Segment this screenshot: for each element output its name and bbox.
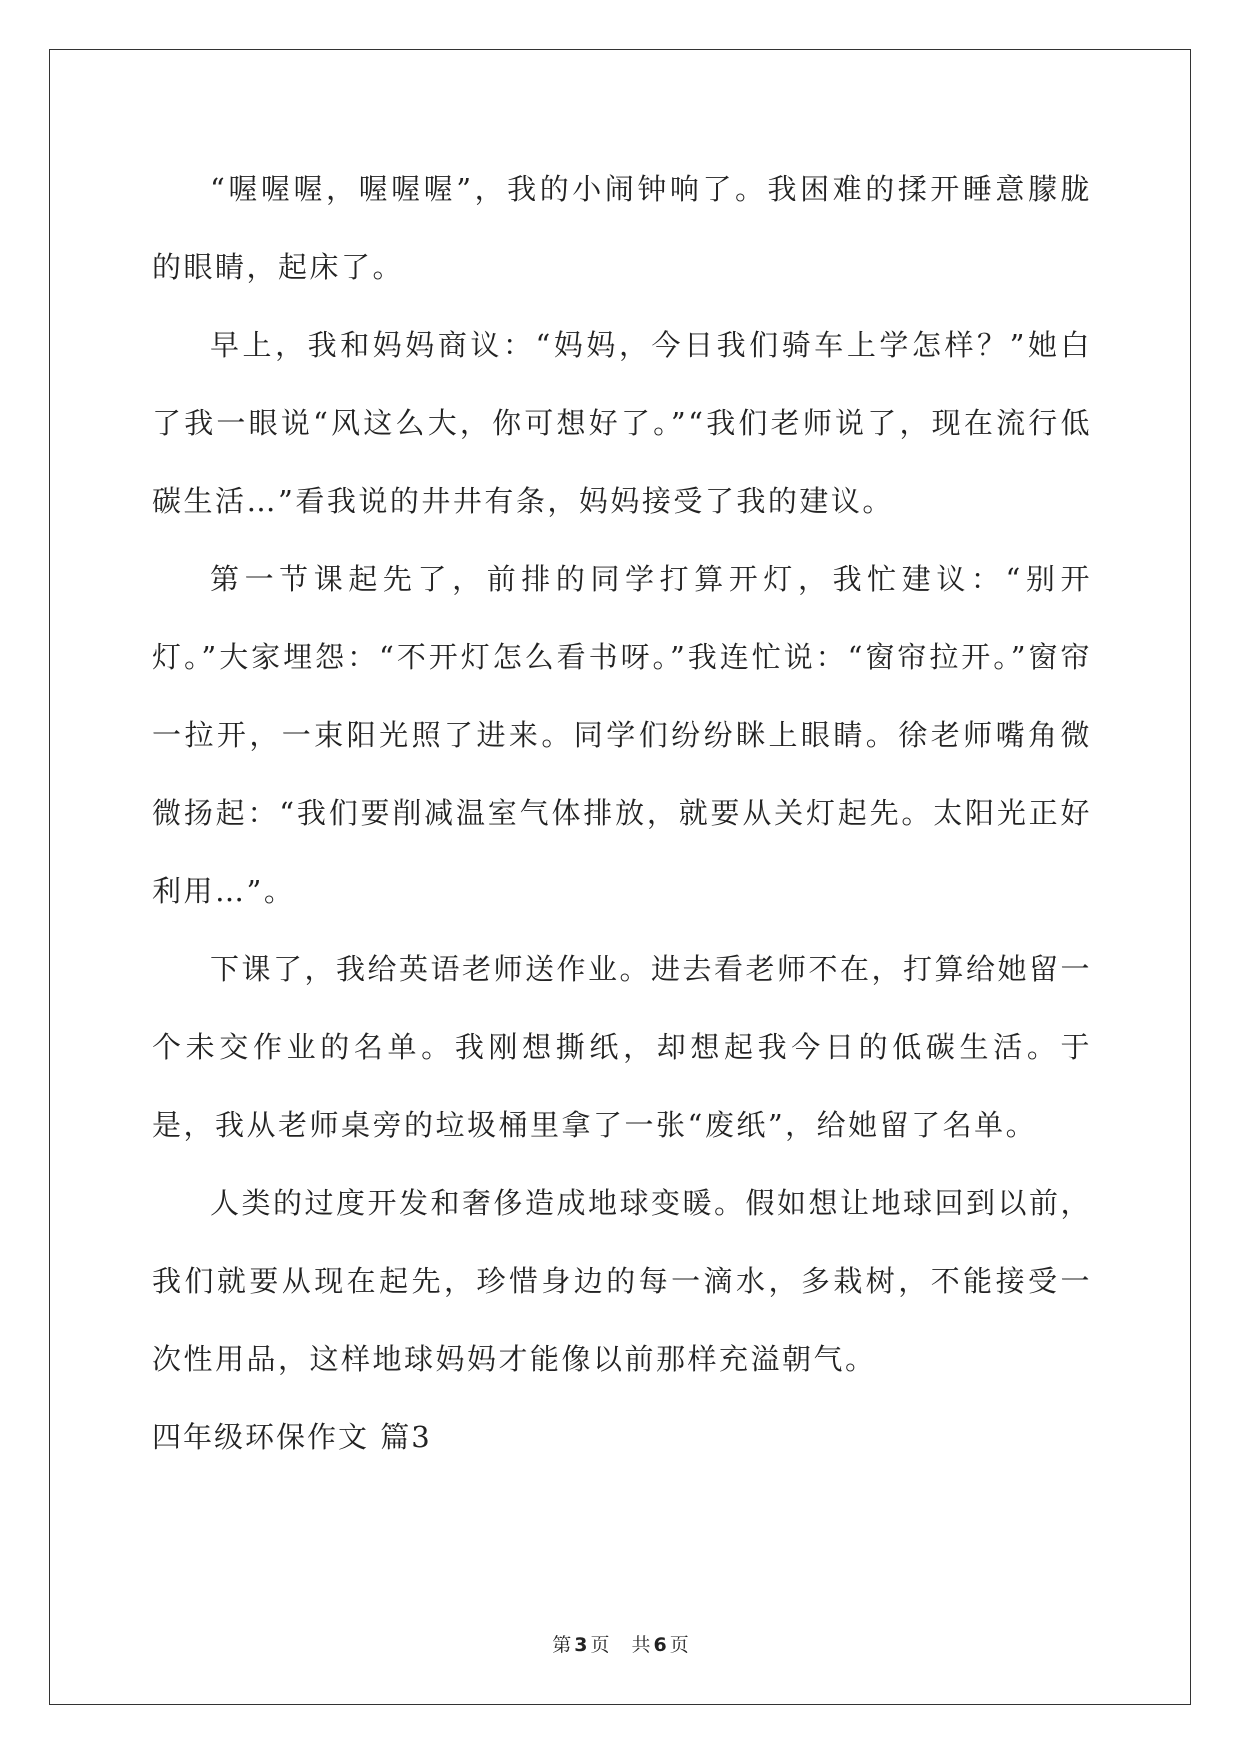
total-prefix: 共: [631, 1634, 651, 1656]
document-body: [152, 150, 1092, 1476]
paragraph-1: “喔喔喔，喔喔喔”，我的小闹钟响了。我困难的揉开睡意朦胧的眼睛，起床了。: [152, 172, 1092, 284]
page-footer: [0, 1630, 1241, 1657]
paragraph-4: 下课了，我给英语老师送作业。进去看老师不在，打算给她留一个未交作业的名单。我刚想撕纸，却想起我今日的低碳生活。于是，我从老师桌旁的垃圾桶里拿了一张“废纸”，给她留了名单。: [152, 952, 1093, 1142]
page-prefix: 第: [552, 1634, 572, 1656]
total-suffix: 页: [669, 1634, 689, 1656]
section-heading: 四年级环保作文 篇3: [152, 1420, 432, 1454]
page-current: 3: [574, 1634, 588, 1656]
page-suffix: 页: [590, 1634, 610, 1656]
paragraph-3: 第一节课起先了，前排的同学打算开灯，我忙建议：“别开灯。”大家埋怨：“不开灯怎么看书呀。”我连忙说：“窗帘拉开。”窗帘一拉开，一束阳光照了进来。同学们纷纷眯上眼睛。徐老师嘴角微微扬起：“我们要削减温室气体排放，就要从关灯起先。太阳光正好利用…”。: [152, 562, 1092, 908]
paragraph-2: 早上，我和妈妈商议：“妈妈，今日我们骑车上学怎样？”她白了我一眼说“风这么大，你可想好了。”“我们老师说了，现在流行低碳生活…”看我说的井井有条，妈妈接受了我的建议。: [152, 328, 1092, 518]
paragraph-5: 人类的过度开发和奢侈造成地球变暖。假如想让地球回到以前，我们就要从现在起先，珍惜身边的每一滴水，多栽树，不能接受一次性用品，这样地球妈妈才能像以前那样充溢朝气。: [152, 1186, 1093, 1376]
page-total: 6: [653, 1634, 667, 1656]
